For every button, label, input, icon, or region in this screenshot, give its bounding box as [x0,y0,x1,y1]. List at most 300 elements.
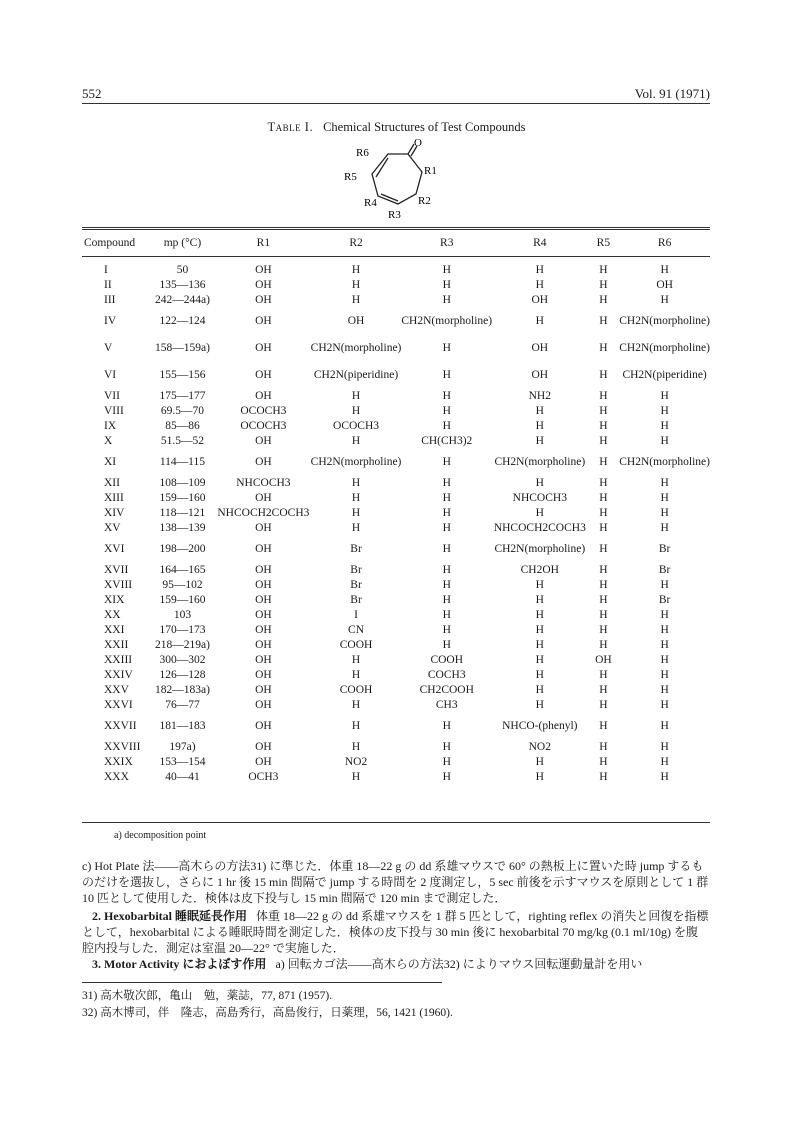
table-row [82,577,710,592]
compound-id-cell: XXVI [104,698,133,711]
substituent-r5-cell: H [599,755,608,768]
substituent-r6-cell: H [660,293,669,306]
mp-cell: 198—200 [159,542,206,555]
substituent-r1-cell: OH [255,578,272,591]
table-row [82,505,710,520]
table-header-row [82,232,710,254]
tropolone-structure-diagram [330,138,470,222]
table-row [82,622,710,637]
compound-id-cell: XIX [104,593,125,606]
substituent-r3-cell: H [442,404,451,417]
substituent-r1-cell: OH [255,698,272,711]
mp-cell: 138—139 [159,521,206,534]
table-row [82,433,710,448]
substituent-r4-cell: H [535,434,544,447]
table-caption [0,120,793,135]
table-top-rule [82,227,710,228]
header-r3: R3 [440,237,454,249]
substituent-r6-cell: H [660,668,669,681]
substituent-r4-cell: H [535,419,544,432]
substituent-r1-cell: OH [255,368,272,381]
substituent-r1-cell: OCOCH3 [240,404,287,417]
substituent-r6-cell: H [660,491,669,504]
substituent-r3-cell: H [442,455,451,468]
substituent-r2-cell: H [351,521,361,534]
substituent-r2-cell: I [354,608,358,621]
header-r6: R6 [657,237,672,249]
mp-cell: 242—244a) [154,293,210,306]
header-r4: R4 [533,237,547,249]
substituent-r3-cell: H [442,506,451,519]
table-row [82,277,710,292]
mp-cell: 76—77 [165,698,200,711]
substituent-r6-cell: H [660,653,669,666]
paragraph-hot-plate: c) Hot Plate 法——高木らの方法31) に準じた．体重 18—22 g の dd 系雄マウスで 60° の熱板上に置いた時 jump するものだけを選抜し，さらに 1 hr 後 15 min 間隔で jump する時間を 2 度測定し，5 sec 前後を示すマウスを原則として 1 群 10 匹として使用した．検体は皮下投与し 15 min 間隔で 120 min まで測定した． [82,859,709,905]
substituent-r4-cell: CH2N(morpholine) [494,542,586,555]
substituent-r3-cell: H [442,419,451,432]
substituent-r5-cell: H [599,455,608,468]
substituent-r3-cell: H [442,341,451,354]
substituent-r3-cell: H [442,263,451,276]
substituent-r5-cell: H [599,419,608,432]
substituent-r1-cell: OH [255,593,272,606]
substituent-r6-cell: CH2N(morpholine) [619,314,710,327]
mp-cell: 175—177 [159,389,206,402]
substituent-r3-cell: H [442,608,451,621]
mp-cell: 126—128 [159,668,206,681]
substituent-r2-cell: H [351,263,361,276]
substituent-r3-cell: CH3 [435,698,458,711]
substituent-r1-cell: OH [255,389,272,402]
substituent-r4-cell: H [535,638,544,651]
compound-id-cell: V [104,341,113,354]
substituent-r1-cell: OH [255,341,272,354]
table-row [82,592,710,607]
mp-cell: 69.5—70 [160,404,204,417]
mp-cell: 108—109 [159,476,206,489]
r3-label: R3 [388,209,401,221]
compound-id-cell: IV [104,314,117,327]
compound-id-cell: XII [104,476,120,489]
substituent-r2-cell: Br [350,593,362,606]
substituent-r1-cell: NHCOCH3 [236,476,291,489]
compound-id-cell: XXX [104,770,129,783]
substituent-r6-cell: CH2N(piperidine) [622,368,707,381]
substituent-r6-cell: H [660,740,669,753]
compound-id-cell: XV [104,521,121,534]
table-footnote: a) decomposition point [114,830,207,841]
substituent-r6-cell: H [660,623,669,636]
substituent-r5-cell: H [599,542,608,555]
substituent-r5-cell: OH [595,653,612,666]
substituent-r1-cell: OH [255,755,272,768]
substituent-r4-cell: H [535,593,544,606]
substituent-r4-cell: H [535,698,544,711]
substituent-r4-cell: H [535,668,544,681]
substituent-r6-cell: OH [656,278,673,291]
table-top-rule-2 [82,229,710,230]
substituent-r6-cell: H [660,404,669,417]
substituent-r6-cell: H [660,755,669,768]
substituent-r3-cell: COOH [430,653,464,666]
compound-id-cell: XXVIII [104,740,141,753]
substituent-r2-cell: NO2 [344,755,368,768]
substituent-r2-cell: H [351,476,361,489]
compound-id-cell: X [104,434,113,447]
table-bottom-rule [82,822,710,823]
substituent-r4-cell: NH2 [528,389,551,402]
substituent-r6-cell: CH2N(morpholine) [619,455,710,468]
mp-cell: 51.5—52 [160,434,204,447]
reference-32: 32) 高木博司，伴 隆志，高島秀行，高島俊行，日薬理，56, 1421 (1960). [82,1007,453,1019]
table-row [82,667,710,682]
compound-id-cell: VI [104,368,117,381]
mp-cell: 155—156 [159,368,206,381]
table-row [82,254,710,277]
table-row [82,475,710,490]
table-row [82,682,710,697]
compound-id-cell: XVI [104,542,125,555]
substituent-r2-cell: COOH [339,638,373,651]
substituent-r4-cell: NO2 [528,740,551,753]
substituent-r6-cell: H [660,608,669,621]
mp-cell: 118—121 [159,506,206,519]
compound-id-cell: XIII [104,491,124,504]
substituent-r3-cell: CH(CH3)2 [421,434,473,447]
substituent-r5-cell: H [599,314,608,327]
table-row [82,334,710,361]
table-row [82,739,710,754]
substituent-r4-cell: H [535,683,544,696]
r4-label: R4 [364,197,377,209]
substituent-r2-cell: H [351,389,361,402]
paragraph-hexobarbital-text: 体重 18—22 g の dd 系雄マウスを 1 群 5 匹として，righting reflex の消失と回復を指標として，hexobarbital による睡眠時間を測定した．検体の皮下投与 30 min 後に hexobarbital 70 mg/kg (0.1 ml/10g) を腹腔内投与した．測定は室温 20—22° で実施した． [82,909,709,955]
substituent-r3-cell: H [442,293,451,306]
substituent-r5-cell: H [599,341,608,354]
mp-cell: 218—219a) [154,638,210,651]
compound-id-cell: IX [104,419,117,432]
r2-label: R2 [418,195,431,207]
substituent-r3-cell: H [442,278,451,291]
compound-id-cell: VII [104,389,120,402]
substituent-r1-cell: OCH3 [248,770,279,783]
substituent-r6-cell: H [660,683,669,696]
table-row [82,607,710,622]
substituent-r6-cell: H [660,719,669,732]
substituent-r5-cell: H [599,578,608,591]
substituent-r3-cell: H [442,740,451,753]
substituent-r3-cell: COCH3 [427,668,466,681]
substituent-r4-cell: H [535,770,544,783]
references-rule [82,982,442,983]
substituent-r5-cell: H [599,698,608,711]
table-label: Table I. [267,120,314,134]
compound-id-cell: II [104,278,112,291]
substituent-r2-cell: H [351,653,361,666]
substituent-r2-cell: Br [350,563,362,576]
substituent-r4-cell: CH2OH [520,563,559,576]
substituent-r2-cell: OH [347,314,365,327]
substituent-r5-cell: H [599,668,608,681]
substituent-r1-cell: OH [255,653,272,666]
substituent-r3-cell: H [442,638,451,651]
substituent-r6-cell: Br [658,593,671,606]
substituent-r5-cell: H [599,263,608,276]
substituent-r5-cell: H [599,278,608,291]
mp-cell: 50 [176,263,189,276]
mp-cell: 114—115 [159,455,206,468]
substituent-r1-cell: NHCOCH2COCH3 [217,506,310,519]
substituent-r2-cell: Br [350,542,362,555]
compound-id-cell: VIII [104,404,124,417]
table-row [82,307,710,334]
substituent-r5-cell: H [599,563,608,576]
substituent-r5-cell: H [599,740,608,753]
substituent-r4-cell: OH [531,368,549,381]
substituent-r6-cell: H [660,770,669,783]
substituent-r2-cell: Br [350,578,362,591]
compounds-table [82,232,710,784]
substituent-r4-cell: H [535,506,544,519]
mp-cell: 300—302 [159,653,206,666]
table-row [82,769,710,784]
table-row [82,418,710,433]
section-heading-hexobarbital: 2. Hexobarbital 睡眠延長作用 [92,909,247,923]
substituent-r5-cell: H [599,719,608,732]
substituent-r4-cell: H [535,608,544,621]
substituent-r3-cell: H [442,476,451,489]
substituent-r1-cell: OH [255,278,272,291]
substituent-r3-cell: CH2COOH [419,683,474,696]
substituent-r5-cell: H [599,608,608,621]
substituent-r3-cell: H [442,563,451,576]
substituent-r2-cell: H [351,278,361,291]
substituent-r4-cell: NHCO-(phenyl) [502,719,578,732]
substituent-r1-cell: OH [255,455,272,468]
mp-cell: 182—183a) [154,683,210,696]
table-row [82,292,710,307]
header-compound: Compound [84,237,136,249]
header-r5: R5 [596,237,611,249]
substituent-r2-cell: COOH [339,683,373,696]
substituent-r2-cell: CH2N(piperidine) [313,368,399,381]
compound-id-cell: XXI [104,623,125,636]
compound-id-cell: XIV [104,506,125,519]
substituent-r1-cell: OH [255,263,272,276]
substituent-r4-cell: H [535,278,544,291]
substituent-r5-cell: H [599,593,608,606]
compound-id-cell: I [104,263,108,276]
substituent-r4-cell: H [535,623,544,636]
substituent-r6-cell: Br [658,563,671,576]
substituent-r2-cell: H [351,491,361,504]
substituent-r2-cell: H [351,698,361,711]
substituent-r2-cell: H [351,719,361,732]
substituent-r1-cell: OH [255,314,272,327]
table-row [82,754,710,769]
substituent-r4-cell: NHCOCH2COCH3 [493,521,586,534]
substituent-r3-cell: H [442,623,451,636]
substituent-r4-cell: H [535,314,544,327]
substituent-r6-cell: H [660,638,669,651]
substituent-r1-cell: OCOCH3 [240,419,287,432]
mp-cell: 153—154 [159,755,206,768]
substituent-r2-cell: CH2N(morpholine) [310,455,402,468]
substituent-r4-cell: H [535,404,544,417]
mp-cell: 197a) [169,740,196,753]
substituent-r5-cell: H [599,293,608,306]
table-row [82,490,710,505]
substituent-r4-cell: H [535,755,544,768]
compound-id-cell: XVII [104,563,129,576]
mp-cell: 170—173 [159,623,206,636]
substituent-r4-cell: NHCOCH3 [512,491,567,504]
compound-id-cell: III [104,293,116,306]
substituent-r2-cell: CH2N(morpholine) [310,341,402,354]
substituent-r2-cell: OCOCH3 [333,419,380,432]
substituent-r2-cell: H [351,668,361,681]
compound-id-cell: XXIII [104,653,133,666]
substituent-r1-cell: OH [255,608,272,621]
compound-id-cell: XXV [104,683,129,696]
substituent-r6-cell: H [660,521,669,534]
mp-cell: 164—165 [159,563,206,576]
substituent-r3-cell: H [442,719,451,732]
substituent-r5-cell: H [599,521,608,534]
substituent-r1-cell: OH [255,491,272,504]
substituent-r1-cell: OH [255,683,272,696]
mp-cell: 181—183 [159,719,206,732]
compound-id-cell: XX [104,608,121,621]
reference-31: 31) 高木敬次郎，亀山 勉，薬誌，77, 871 (1957). [82,990,333,1002]
paragraph-motor-activity-text: a) 回転カゴ法——高木らの方法32) によりマウス回転運動量計を用い [275,957,643,971]
substituent-r4-cell: H [535,476,544,489]
substituent-r2-cell: CN [348,623,365,636]
substituent-r2-cell: H [351,770,361,783]
substituent-r2-cell: H [351,404,361,417]
substituent-r6-cell: H [660,389,669,402]
mp-cell: 103 [173,608,192,621]
substituent-r6-cell: CH2N(morpholine) [619,341,710,354]
substituent-r5-cell: H [599,368,608,381]
substituent-r1-cell: OH [255,623,272,636]
table-row [82,637,710,652]
substituent-r3-cell: CH2N(morpholine) [401,314,493,327]
compound-id-cell: XVIII [104,578,133,591]
substituent-r3-cell: H [442,368,451,381]
substituent-r4-cell: OH [531,293,549,306]
compound-id-cell: XXIV [104,668,133,681]
table-row [82,520,710,535]
substituent-r1-cell: OH [255,542,272,555]
paragraph-motor-activity [82,956,710,972]
compound-id-cell: XXIX [104,755,133,768]
table-row [82,535,710,562]
substituent-r1-cell: OH [255,719,272,732]
substituent-r6-cell: H [660,263,669,276]
header-r2: R2 [349,237,363,249]
mp-cell: 159—160 [159,593,206,606]
header-mp: mp (°C) [163,237,202,249]
substituent-r1-cell: OH [255,434,272,447]
header-r1: R1 [256,237,271,249]
substituent-r3-cell: H [442,755,451,768]
table-row [82,712,710,739]
substituent-r5-cell: H [599,638,608,651]
substituent-r1-cell: OH [255,521,272,534]
table-title: Chemical Structures of Test Compounds [323,120,526,134]
substituent-r5-cell: H [599,434,608,447]
mp-cell: 159—160 [159,491,206,504]
r1-label: R1 [424,165,437,177]
substituent-r1-cell: OH [255,293,272,306]
table-body [82,254,710,784]
table-row [82,388,710,403]
substituent-r3-cell: H [442,389,451,402]
table-row [82,697,710,712]
substituent-r5-cell: H [599,770,608,783]
compound-id-cell: XXII [104,638,129,651]
substituent-r6-cell: H [660,506,669,519]
substituent-r5-cell: H [599,476,608,489]
table-row [82,448,710,475]
table-row [82,361,710,388]
substituent-r2-cell: H [351,293,361,306]
paragraph-hexobarbital [82,908,710,956]
substituent-r4-cell: CH2N(morpholine) [494,455,586,468]
section-heading-motor-activity: 3. Motor Activity におよぼす作用 [92,957,267,971]
table-row [82,403,710,418]
mp-cell: 40—41 [165,770,200,783]
substituent-r6-cell: H [660,419,669,432]
substituent-r5-cell: H [599,506,608,519]
compound-id-cell: XXVII [104,719,137,732]
substituent-r6-cell: H [660,476,669,489]
table-row [82,562,710,577]
substituent-r4-cell: H [535,578,544,591]
mp-cell: 135—136 [159,278,206,291]
substituent-r6-cell: H [660,434,669,447]
substituent-r4-cell: OH [531,341,549,354]
substituent-r3-cell: H [442,770,451,783]
substituent-r6-cell: Br [658,542,671,555]
substituent-r3-cell: H [442,593,451,606]
substituent-r2-cell: H [351,506,361,519]
mp-cell: 122—124 [159,314,206,327]
substituent-r1-cell: OH [255,638,272,651]
table-row [82,652,710,667]
mp-cell: 95—102 [162,578,203,591]
page-number: 552 [82,86,102,101]
references [82,988,453,1022]
substituent-r5-cell: H [599,491,608,504]
r5-label: R5 [344,171,357,183]
substituent-r5-cell: H [599,389,608,402]
substituent-r4-cell: H [535,263,544,276]
substituent-r3-cell: H [442,491,451,504]
substituent-r5-cell: H [599,683,608,696]
mp-cell: 158—159a) [154,341,210,354]
substituent-r5-cell: H [599,623,608,636]
substituent-r1-cell: OH [255,563,272,576]
substituent-r2-cell: H [351,740,361,753]
substituent-r1-cell: OH [255,668,272,681]
substituent-r1-cell: OH [255,740,272,753]
r6-label: R6 [356,147,369,159]
substituent-r6-cell: H [660,698,669,711]
mp-cell: 85—86 [165,419,200,432]
substituent-r4-cell: H [535,653,544,666]
